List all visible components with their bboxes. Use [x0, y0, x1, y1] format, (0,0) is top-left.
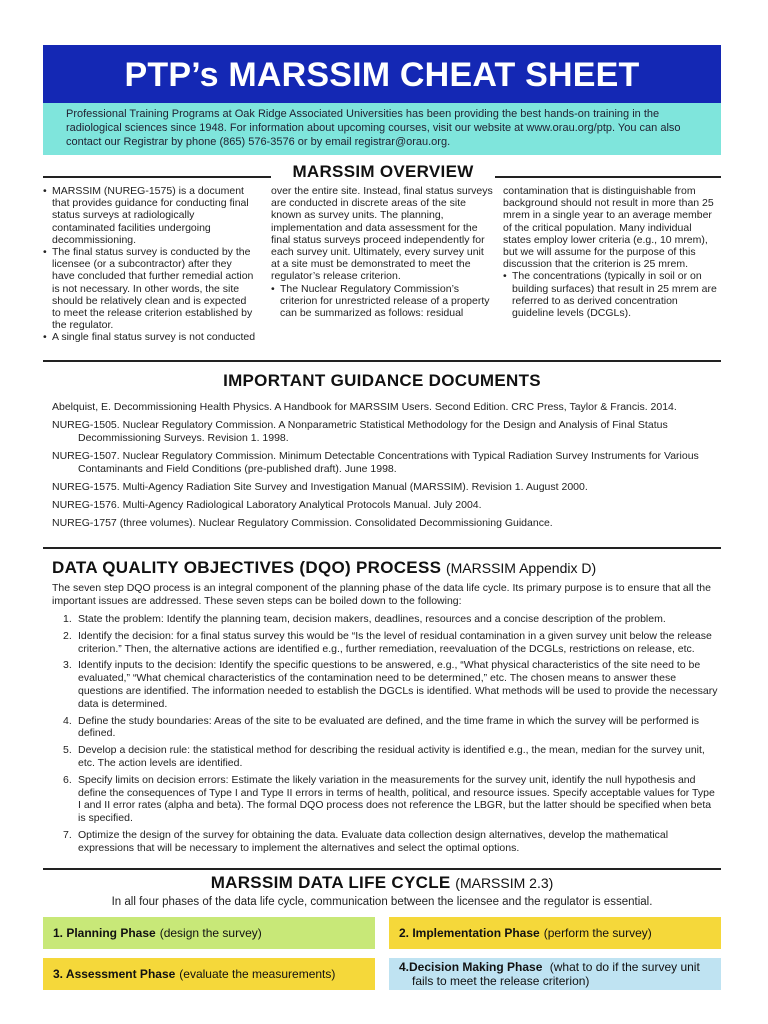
dqo-step: [52, 774, 720, 825]
dqo-step: [52, 630, 720, 656]
dqo-step-number: 6.: [63, 773, 72, 786]
overview-column-3: [503, 185, 721, 319]
divider-left: [43, 176, 271, 178]
overview-paragraph: [43, 246, 257, 331]
overview-text: The Nuclear Regulatory Commission’s criterion for unrestricted release of a property can be summarized as follows: residual: [280, 282, 490, 320]
phase-desc: (perform the survey): [543, 926, 652, 940]
phase-planning: [43, 917, 375, 949]
overview-text: The concentrations (typically in soil or on building surfaces) that result in 25 mrem are referred to as derived concentration guideline levels (DCGLs).: [512, 270, 717, 320]
overview-text: contamination that is distinguishable from background should not result in more than 25 mrem in a single year to an average member of the critical population. Many individual states employ lower criteria (e.g., 10 mrem), but we will assume for the purpose of this discussion that the criterion is 25 mrem.: [503, 185, 714, 271]
lifecycle-heading: [43, 873, 721, 893]
phase-desc: (evaluate the measurements): [179, 967, 336, 981]
overview-column-1: [43, 185, 257, 344]
dqo-step-text: Develop a decision rule: the statistical method for describing the residual activity is identified e.g., the mean, median for the survey unit, etc. The action levels are identified.: [78, 744, 705, 769]
divider-lifecycle: [43, 868, 721, 870]
bullet-icon: •: [43, 331, 47, 344]
guidance-title: IMPORTANT GUIDANCE DOCUMENTS: [223, 371, 541, 390]
guidance-list: [52, 401, 712, 535]
overview-paragraph: [43, 331, 257, 343]
overview-paragraph: [271, 283, 495, 320]
dqo-step-number: 3.: [63, 659, 72, 672]
phase-desc: (design the survey): [159, 926, 262, 940]
overview-column-2: [271, 185, 495, 319]
dqo-intro: The seven step DQO process is an integral component of the planning phase of the data life cycle. Its primary purpose is to ensure that all the important issues are addressed. These seven steps can be boiled down to the following:: [52, 582, 711, 607]
intro-text: Professional Training Programs at Oak Ridge Associated Universities has been providing the best hands-on training in the radiological sciences since 1948. For information about upcoming courses, visit our website at www.orau.org/ptp. You can also contact our Registrar by phone (865) 576-3576 or by email registrar@orau.org.: [66, 108, 681, 148]
dqo-step-number: 5.: [63, 744, 72, 757]
dqo-step-text: Optimize the design of the survey for obtaining the data. Evaluate data collection design alternatives, develop the mathematical expressions that will be necessary to implement the alternatives and select the optimal options.: [78, 828, 669, 854]
overview-title: MARSSIM OVERVIEW: [292, 162, 474, 181]
overview-paragraph: [271, 185, 495, 283]
dqo-steps: [52, 613, 720, 855]
dqo-step-text: Define the study boundaries: Areas of the site to be evaluated are defined, and the time frame in which the survey will be performed is defined.: [78, 714, 700, 740]
dqo-step: [52, 744, 720, 770]
dqo-step-text: Specify limits on decision errors: Estimate the likely variation in the measurements for the survey unit, identify the null hypothesis and define the consequences of Type I and Type II errors in terms of health, political, and resource issues. Specify acceptable values for Type I and II error rates (alpha and beta). The formal DQO process does not reference the LBGR, but the latter should be specified when beta is specified.: [78, 773, 715, 825]
dqo-step-number: 4.: [63, 714, 72, 727]
dqo-step-number: 1.: [63, 613, 72, 625]
guidance-item: NUREG-1507. Nuclear Regulatory Commission. Minimum Detectable Concentrations with Typical Radiation Survey Instruments for Various Contaminants and Field Conditions (pre-published draft). June 1998.: [52, 450, 699, 475]
guidance-item: NUREG-1576. Multi-Agency Radiological Laboratory Analytical Protocols Manual. July 2004.: [52, 499, 482, 511]
overview-paragraph: [43, 185, 257, 246]
phase-label: 2. Implementation Phase: [399, 926, 540, 940]
lifecycle-title: MARSSIM DATA LIFE CYCLE: [210, 873, 451, 892]
overview-text: over the entire site. Instead, final status surveys are conducted in discrete areas of the site known as survey units. The planning, implementation and data assessment for the final status surveys proceed independently for each survey unit. Ultimately, every survey unit at a site must be demonstrated to meet the regulator’s release criterion.: [271, 185, 493, 283]
dqo-title: DATA QUALITY OBJECTIVES (DQO) PROCESS: [52, 558, 442, 577]
dqo-step: [52, 659, 720, 710]
phase-implementation: [389, 917, 721, 949]
dqo-steps-container: [52, 613, 720, 859]
guidance-item: NUREG-1757 (three volumes). Nuclear Regulatory Commission. Consolidated Decommissioning Guidance.: [52, 517, 553, 529]
phase-decision-making: [389, 958, 721, 990]
dqo-subtitle: (MARSSIM Appendix D): [445, 560, 597, 576]
phase-label: 3. Assessment Phase: [53, 967, 176, 981]
lifecycle-subtitle: (MARSSIM 2.3): [455, 875, 554, 891]
divider-right: [495, 176, 721, 178]
bullet-icon: •: [43, 246, 47, 259]
overview-paragraph: [503, 185, 721, 270]
bullet-icon: •: [43, 185, 47, 197]
bullet-icon: •: [503, 270, 507, 283]
page-title: PTP’s MARSSIM CHEAT SHEET: [124, 56, 640, 94]
phase-desc: (what to do if the survey unit fails to meet the release criterion): [412, 960, 700, 988]
divider-dqo: [43, 547, 721, 549]
dqo-step-number: 2.: [63, 629, 72, 642]
dqo-step: [52, 829, 720, 855]
dqo-step-text: Identify inputs to the decision: Identify the specific questions to be answered, e.g., “What physical characteristics of the site need to be evaluated,” “What chemical characteristics of the contamination need to be determined,” etc. The chosen means to answer these questions are identified. The information needed to establish the DGCLs is identified. What methods will be used to provide the necessary data is determined.: [78, 659, 718, 710]
dqo-step-number: 7.: [63, 828, 72, 841]
phase-assessment: [43, 958, 375, 990]
phase-label: 4.Decision Making Phase: [399, 960, 543, 974]
guidance-item: NUREG-1505. Nuclear Regulatory Commission. A Nonparametric Statistical Methodology for the Design and Analysis of Final Status Decommissioning Surveys. Revision 1. 1998.: [52, 419, 668, 444]
dqo-step: [52, 715, 720, 741]
divider-guidance: [43, 360, 721, 362]
dqo-heading: [52, 558, 722, 578]
overview-paragraph: [503, 270, 721, 319]
guidance-item: Abelquist, E. Decommissioning Health Physics. A Handbook for MARSSIM Users. Second Edition. CRC Press, Taylor & Francis. 2014.: [52, 401, 677, 413]
dqo-step-text: State the problem: Identify the planning team, decision makers, deadlines, resources and a concise description of the problem.: [78, 613, 666, 625]
dqo-step-text: Identify the decision: for a final status survey this would be “Is the level of residual contamination in a given survey unit below the release criterion.” Then, the alternative actions are identified e.g., further remediation, reevaluation of the DCGLs, restrictions on release, etc.: [78, 629, 712, 655]
overview-text: MARSSIM (NUREG-1575) is a document that provides guidance for conducting final status surveys at radiologically contaminated facilities undergoing decommissioning.: [52, 185, 249, 246]
guidance-item: NUREG-1575. Multi-Agency Radiation Site Survey and Investigation Manual (MARSSIM). Revision 1. August 2000.: [52, 481, 588, 493]
overview-text: The final status survey is conducted by the licensee (or a subcontractor) after they have concluded that further remedial action is not necessary. In other words, the site should be relatively clean and is expected to meet the release criterion established by the regulator.: [52, 246, 254, 332]
dqo-step: [52, 613, 720, 626]
lifecycle-intro: In all four phases of the data life cycle, communication between the licensee and the regulator is essential.: [111, 896, 653, 908]
phase-label: 1. Planning Phase: [53, 926, 156, 940]
overview-text: A single final status survey is not conducted: [52, 331, 256, 344]
bullet-icon: •: [271, 282, 275, 295]
